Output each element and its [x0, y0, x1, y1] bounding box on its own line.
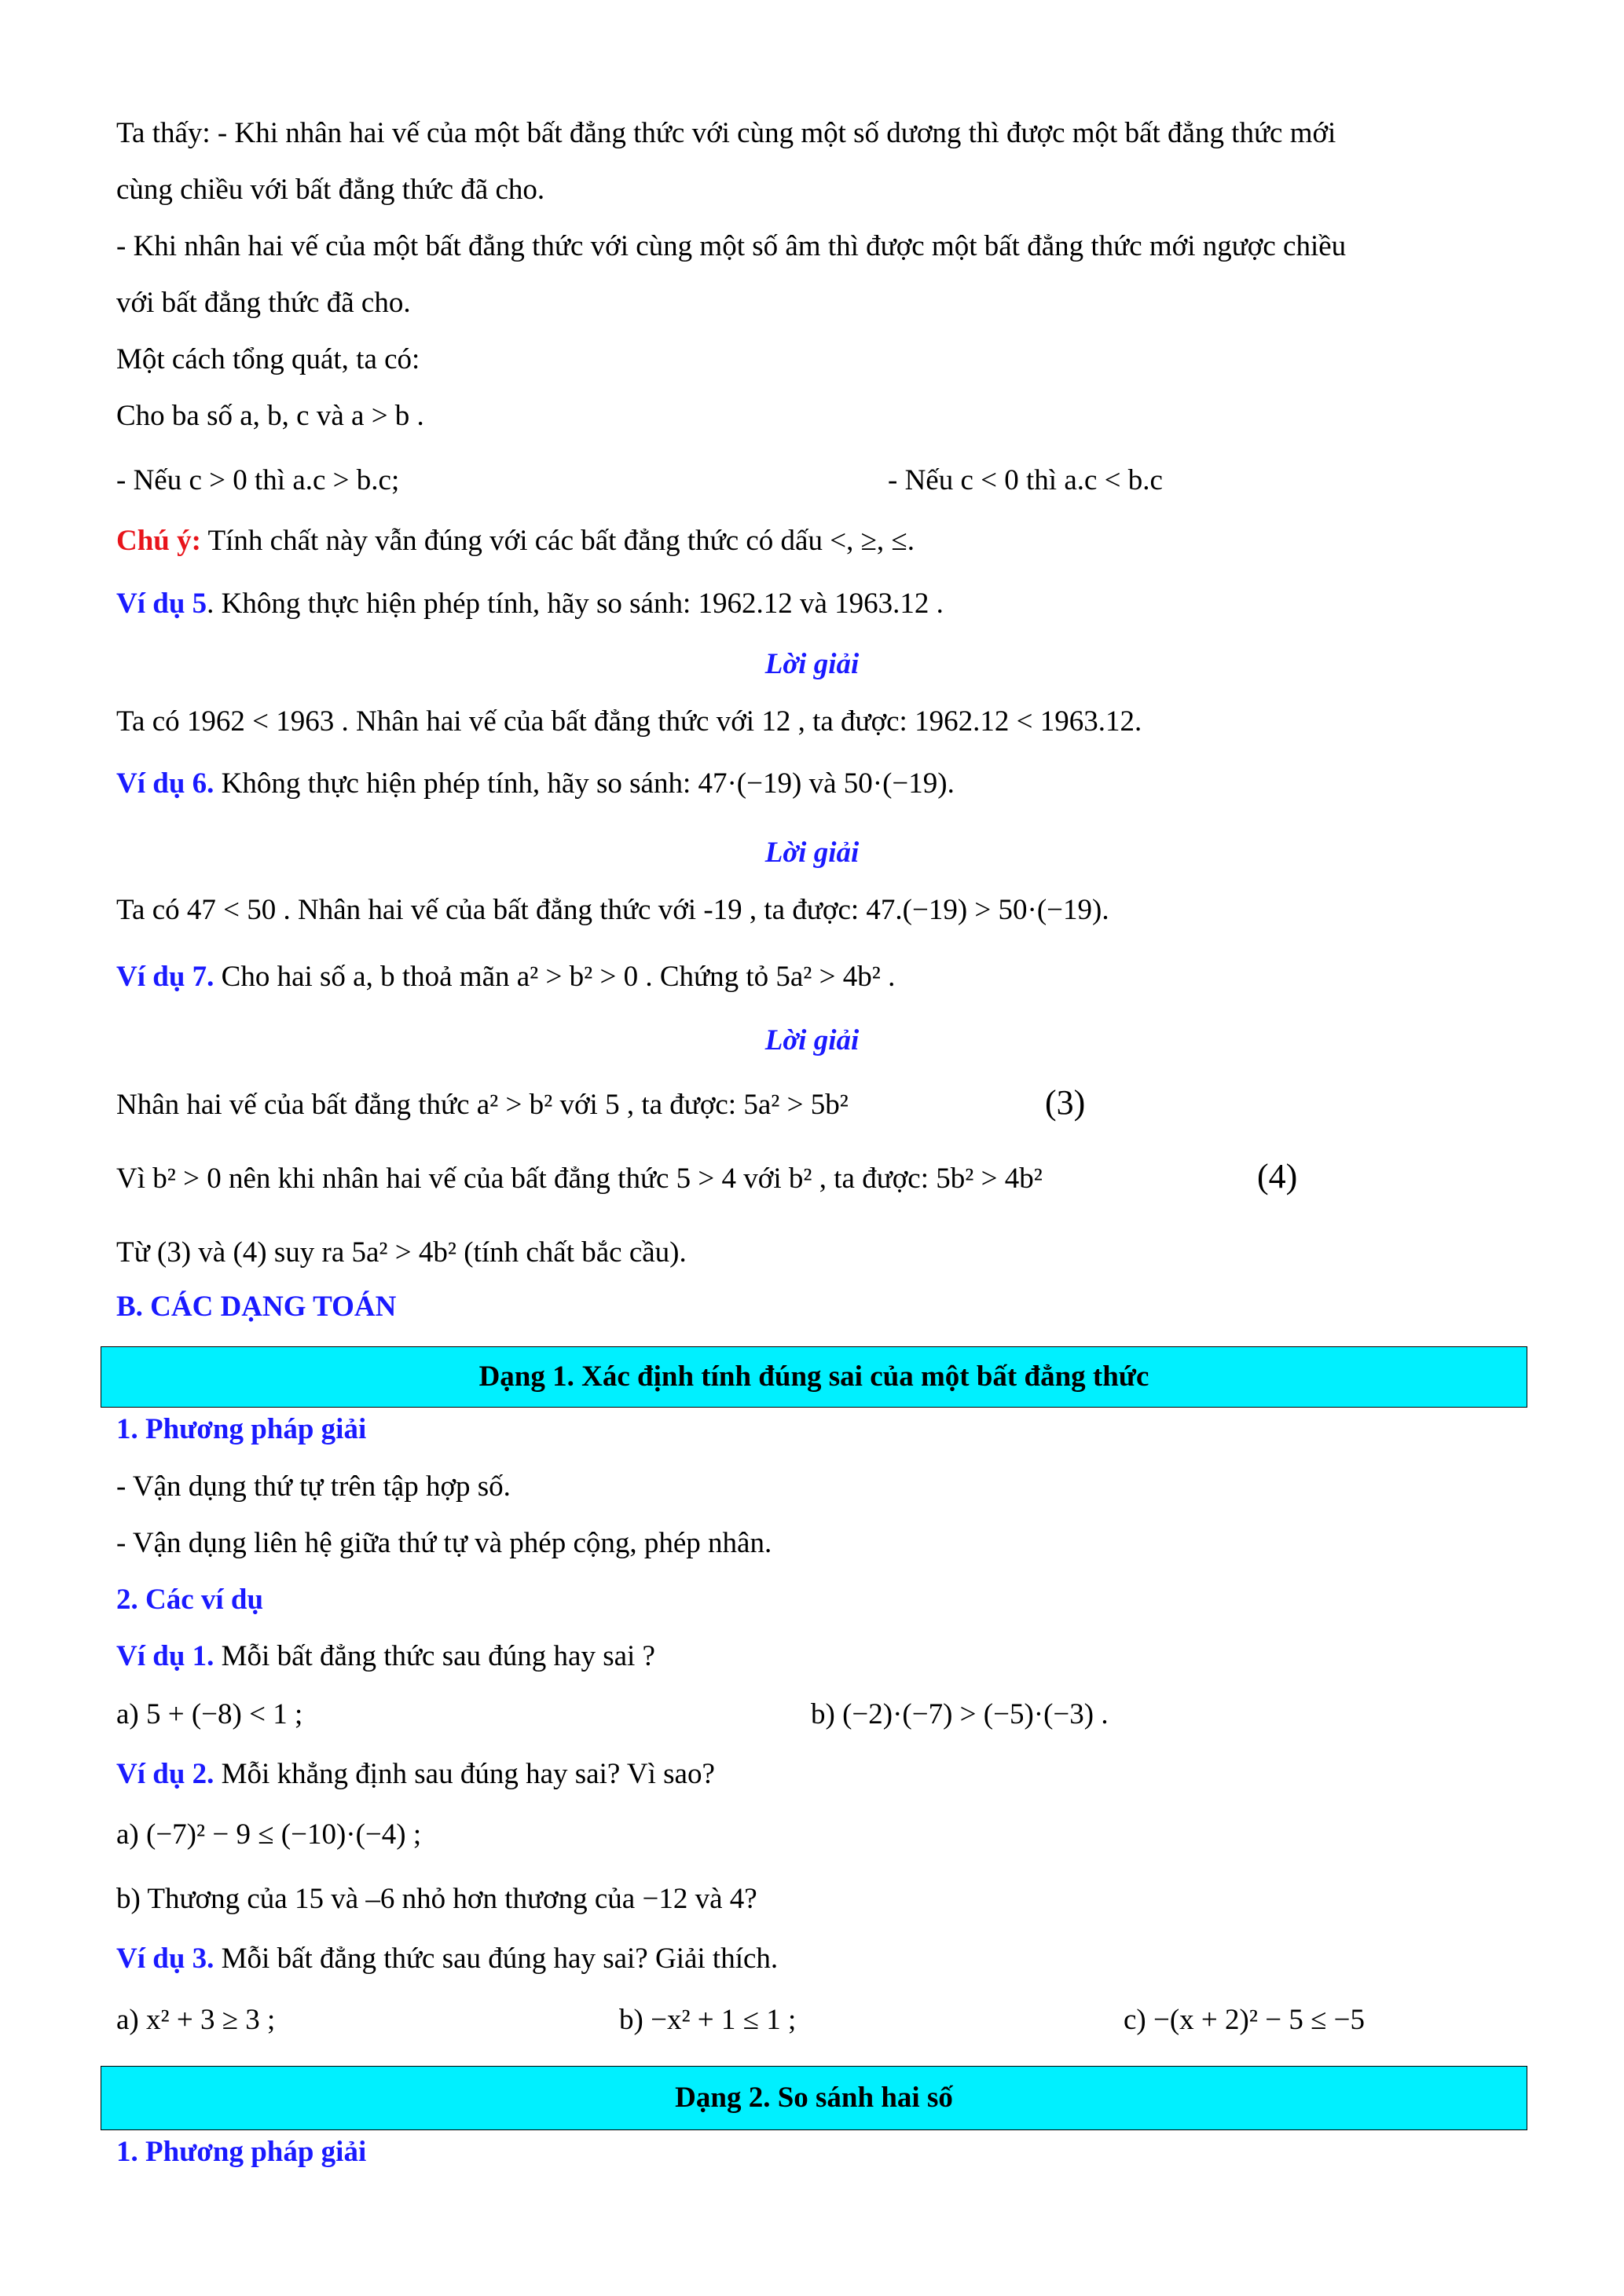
note-text: Tính chất này vẫn đúng với các bất đẳng thức có dấu <, ≥, ≤.: [200, 525, 915, 557]
example-label: Ví dụ 6.: [116, 767, 214, 800]
solution-text: Ta có 47 < 50 . Nhân hai vế của bất đẳng thức với -19 , ta được: 47.(−19) > 50·(−19).: [116, 894, 1109, 926]
dang2-title-bar: Dạng 2. So sánh hai số: [101, 2066, 1527, 2130]
example-label: Ví dụ 2.: [116, 1758, 214, 1790]
item-b: b) −x² + 1 ≤ 1 ;: [619, 2004, 797, 2036]
example-5: [116, 585, 944, 623]
item-b: b) Thương của 15 và –6 nhỏ hơn thương của −12 và 4?: [116, 1883, 757, 1915]
example-text: . Không thực hiện phép tính, hãy so sánh: 1962.12 và 1963.12 .: [207, 588, 944, 620]
example-text: Mỗi bất đẳng thức sau đúng hay sai ?: [214, 1640, 655, 1672]
text-line: Một cách tổng quát, ta có:: [116, 343, 420, 375]
example-label: Ví dụ 3.: [116, 1943, 214, 1975]
item-a: a) x² + 3 ≥ 3 ;: [116, 2004, 276, 2036]
solution-title: Lời giải: [764, 648, 860, 680]
solution-line: Vì b² > 0 nên khi nhân hai vế của bất đẳng thức 5 > 4 với b² , ta được: 5b² > 4b²: [116, 1163, 1043, 1195]
text-line: Ta thấy: - Khi nhân hai vế của một bất đẳng thức với cùng một số dương thì được một bất đẳng thức mới: [116, 117, 1336, 149]
example-text: Mỗi khẳng định sau đúng hay sai? Vì sao?: [214, 1758, 715, 1790]
method-title: 1. Phương pháp giải: [116, 1413, 367, 1445]
equation-tag: (4): [1257, 1157, 1298, 1196]
rule-positive: - Nếu c > 0 thì a.c > b.c;: [116, 464, 400, 496]
item-c: c) −(x + 2)² − 5 ≤ −5: [1124, 2004, 1366, 2036]
example-2: [116, 1756, 715, 1793]
example-1: [116, 1638, 655, 1675]
solution-title: Lời giải: [764, 1024, 860, 1056]
text-line: Cho ba số a, b, c và a > b .: [116, 400, 424, 432]
example-6: [116, 765, 955, 803]
example-3: [116, 1940, 778, 1978]
equation-tag: (3): [1045, 1083, 1086, 1122]
examples-title: 2. Các ví dụ: [116, 1584, 264, 1616]
text-line: cùng chiều với bất đẳng thức đã cho.: [116, 174, 545, 206]
example-text: Cho hai số a, b thoả mãn a² > b² > 0 . Chứng tỏ 5a² > 4b² .: [214, 961, 896, 993]
text-line: - Vận dụng liên hệ giữa thứ tự và phép cộng, phép nhân.: [116, 1527, 772, 1559]
text-line: - Vận dụng thứ tự trên tập hợp số.: [116, 1470, 511, 1503]
example-text: Không thực hiện phép tính, hãy so sánh: 47·(−19) và 50·(−19).: [214, 767, 955, 800]
example-label: Ví dụ 7.: [116, 961, 214, 993]
dang1-title-bar: Dạng 1. Xác định tính đúng sai của một bất đẳng thức: [101, 1346, 1527, 1408]
item-a: a) (−7)² − 9 ≤ (−10)·(−4) ;: [116, 1818, 422, 1851]
solution-line: Từ (3) và (4) suy ra 5a² > 4b² (tính chất bắc cầu).: [116, 1236, 687, 1269]
solution-title: Lời giải: [764, 837, 860, 869]
solution-text: Ta có 1962 < 1963 . Nhân hai vế của bất đẳng thức với 12 , ta được: 1962.12 < 1963.12.: [116, 705, 1142, 738]
example-7: [116, 958, 895, 996]
note: [116, 522, 915, 560]
item-b: b) (−2)·(−7) > (−5)·(−3) .: [811, 1698, 1109, 1730]
method-title: 1. Phương pháp giải: [116, 2136, 367, 2168]
solution-line: Nhân hai vế của bất đẳng thức a² > b² với 5 , ta được: 5a² > 5b²: [116, 1089, 849, 1121]
rule-negative: - Nếu c < 0 thì a.c < b.c: [888, 464, 1163, 496]
item-a: a) 5 + (−8) < 1 ;: [116, 1698, 303, 1730]
section-heading: B. CÁC DẠNG TOÁN: [116, 1291, 397, 1323]
example-label: Ví dụ 1.: [116, 1640, 214, 1672]
example-label: Ví dụ 5: [116, 588, 207, 620]
note-label: Chú ý:: [116, 525, 201, 557]
example-text: Mỗi bất đẳng thức sau đúng hay sai? Giải thích.: [214, 1943, 779, 1975]
text-line: với bất đẳng thức đã cho.: [116, 287, 411, 319]
text-line: - Khi nhân hai vế của một bất đẳng thức với cùng một số âm thì được một bất đẳng thức mới ngược chiều: [116, 230, 1347, 262]
